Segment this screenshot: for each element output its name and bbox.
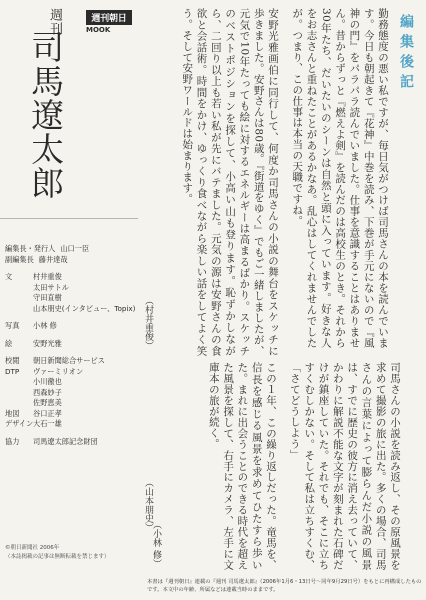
credit-row — [5, 321, 135, 332]
logo-sub-text: MOOK — [86, 26, 111, 34]
weekly-label: 週刊 — [47, 8, 62, 36]
credit-name: 山口一臣 — [60, 244, 90, 253]
credit-row — [5, 283, 135, 294]
credit-name: 朝日新聞総合サービス — [33, 356, 105, 365]
postscript-paragraph: この１年、この繰り返しだった。竜馬を、信長を感じる風景を求めてひたすら歩いた。まれに出会うことのできる時代を超えた風景を探して、右手にカメラ、左手に文庫本の旅が続く。 — [207, 362, 277, 570]
postscript-paragraph: 安野光雅画伯に同行して、何度か司馬さんの小説の舞台をスケッチに歩きました。安野さんは80歳。『街道をゆく』でもご一緒しましたが、元気で10年たっても絵に対するエネルギーは高まるばかり。スケッチのベストポジションを探して、小高い山も登ります。恥ずかしながら、二回り以上も若い私が先にバテました。元気の源は安野さんの食欲と会話術。時間をかけ、ゆっくり食べながら楽しい話をしてよく笑う。そして安野ワールドは始まります。 — [181, 8, 279, 356]
credit-row — [5, 304, 135, 315]
credits-list — [5, 244, 135, 447]
credit-row — [5, 272, 135, 283]
credit-name: 太田サトル — [33, 282, 69, 292]
credit-name: 守田直樹 — [33, 293, 62, 302]
credit-row — [5, 367, 135, 378]
copyright-notice — [5, 544, 110, 561]
magazine-title: 司馬遼太郎 — [26, 30, 66, 200]
postscript-signature: （村井重俊） — [143, 296, 153, 350]
postscript-signature: （山本朋史） — [143, 478, 153, 532]
credit-name: ヴァーミリオン — [33, 366, 84, 376]
copyright-line: （本誌掲載の記事は無断転載を禁じます） — [5, 553, 110, 560]
logo-main-text: 週刊朝日 — [86, 10, 132, 25]
credit-name: 安野光雅 — [33, 338, 62, 348]
credit-name: 村井重俊 — [33, 272, 62, 281]
postscript-signature: （小林 修） — [151, 520, 161, 568]
credit-role: 編集長・発行人 — [5, 244, 56, 253]
credit-row — [5, 419, 135, 430]
footer-note: 本書は『週刊朝日』連載の『週刊 司馬遼太郎』（2006年1月6・13日号〜同年9月29日号）をもとに再構成したものです。本文中の年齢、所属などは連載当時のままです。 — [147, 579, 422, 593]
credit-row — [5, 293, 135, 304]
credit-row — [5, 398, 135, 409]
credit-name: 司馬遼太郎記念財団 — [33, 436, 98, 446]
credit-row — [5, 409, 135, 420]
credit-name: 藤井達哉 — [38, 254, 68, 264]
credit-name: 大石一雄 — [33, 419, 62, 428]
credit-role: 写真 — [5, 321, 20, 330]
credit-role: デザイン — [5, 419, 34, 428]
credit-name: 佐野恵美 — [33, 398, 62, 407]
credit-role: 絵 — [5, 338, 13, 348]
credit-name: 小林 修 — [33, 321, 57, 330]
credit-name: 小川徹也 — [33, 377, 62, 386]
credit-name: 谷口正孝 — [33, 408, 62, 418]
credit-row — [5, 339, 135, 350]
credit-role: 副編集長 — [5, 254, 34, 264]
credit-row — [5, 356, 135, 367]
postscript-paragraph: 司馬さんの小説を読み返し、その原風景を求めて撮影の旅に出た。多くの場合、司馬さんの言葉によって膨らんだ小説の風景は、すでに歴史の彼方に消え去っていて、かわりに解説不能な文字が刻まれた石碑だけが鎮座していた。それでも、そこに立ちすくむしかない。そして私は立ちすくむ、「さてどうしよう」 — [288, 362, 401, 570]
credit-role: 校閲 — [5, 356, 20, 365]
section-divider — [0, 218, 138, 219]
credit-row — [5, 377, 135, 388]
copyright-line: ©朝日新聞社 2006年 — [5, 545, 60, 551]
publisher-logo — [86, 10, 132, 34]
credit-role: 文 — [5, 272, 13, 281]
postscript-paragraph: 勤務態度の悪い私ですが、毎日気がつけば司馬さんの本を読んでいます。今日も朝起きて『花神』中巻を読み、下巻が手元にないので『風神の門』をパラパラ読んでいました。仕事を意識することはありません。昔からずっと『燃えよ剣』を読んだのは高校生のとき。それから30年たち、だいたいのシーンは自然と頭に入っています。好きな人をお志さんと重ねたことがあるかなあ。乱心はしてくれませんでしたが。つまり、この仕事は本当の天職ですね。 — [291, 8, 389, 348]
editor-postscript-heading: 編集後記 — [398, 14, 414, 94]
credit-row — [5, 244, 135, 255]
credit-row — [5, 388, 135, 399]
credit-row — [5, 255, 135, 266]
credit-name: 西森妙子 — [33, 387, 62, 397]
credit-role: DTP — [5, 366, 20, 376]
credit-row — [5, 437, 135, 448]
credit-role: 地図 — [5, 408, 20, 418]
credit-role: 協力 — [5, 436, 20, 446]
credit-name: 山本朋史(インタビュー、Topix) — [33, 303, 136, 313]
